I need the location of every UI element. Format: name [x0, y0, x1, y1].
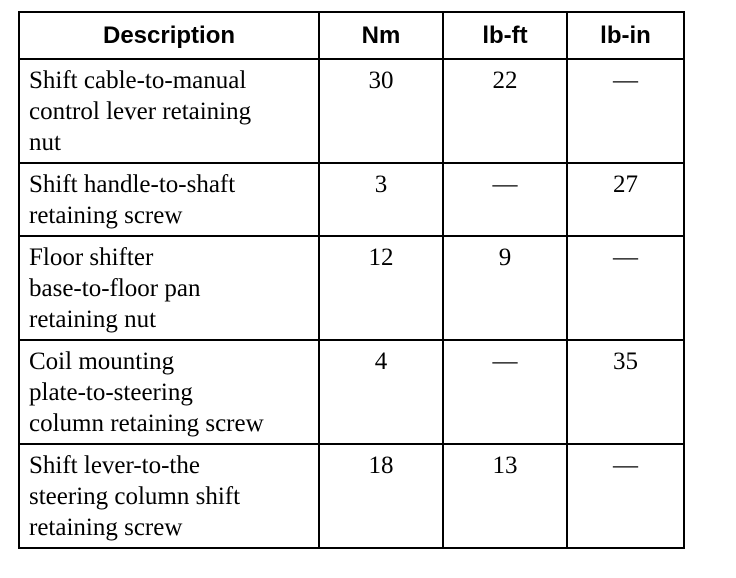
description-cell	[19, 236, 319, 340]
description-line: retaining screw	[29, 514, 183, 541]
lb-in-cell: 27	[567, 163, 684, 236]
header-description: Description	[19, 12, 319, 59]
lb-in-cell: —	[567, 444, 684, 548]
description-line: base-to-floor pan	[29, 275, 201, 302]
description-line: Coil mounting	[29, 348, 175, 375]
header-lb-in: lb-in	[567, 12, 684, 59]
description-cell	[19, 340, 319, 444]
lb-ft-cell: 9	[443, 236, 567, 340]
description-line: Shift cable-to-manual	[29, 67, 247, 94]
description-line: Floor shifter	[29, 244, 154, 271]
table-row	[19, 444, 684, 548]
table-row	[19, 236, 684, 340]
description-line: retaining nut	[29, 306, 157, 333]
lb-ft-cell: —	[443, 163, 567, 236]
nm-cell: 18	[319, 444, 443, 548]
description-cell	[19, 444, 319, 548]
nm-cell: 3	[319, 163, 443, 236]
nm-cell: 30	[319, 59, 443, 163]
lb-in-cell: 35	[567, 340, 684, 444]
lb-ft-cell: 13	[443, 444, 567, 548]
description-line: nut	[29, 129, 61, 156]
description-line: Shift lever-to-the	[29, 452, 200, 479]
table-row	[19, 340, 684, 444]
description-line: column retaining screw	[29, 410, 264, 437]
description-cell	[19, 59, 319, 163]
description-line: steering column shift	[29, 483, 241, 510]
description-cell	[19, 163, 319, 236]
description-line: retaining screw	[29, 202, 183, 229]
lb-ft-cell: —	[443, 340, 567, 444]
lb-in-cell: —	[567, 59, 684, 163]
table-row	[19, 59, 684, 163]
description-line: plate-to-steering	[29, 379, 193, 406]
lb-ft-cell: 22	[443, 59, 567, 163]
torque-spec-table	[18, 11, 685, 549]
table-header-row	[19, 12, 684, 59]
header-nm: Nm	[319, 12, 443, 59]
table-row	[19, 163, 684, 236]
lb-in-cell: —	[567, 236, 684, 340]
description-line: control lever retaining	[29, 98, 252, 125]
nm-cell: 12	[319, 236, 443, 340]
nm-cell: 4	[319, 340, 443, 444]
header-lb-ft: lb-ft	[443, 12, 567, 59]
description-line: Shift handle-to-shaft	[29, 171, 236, 198]
